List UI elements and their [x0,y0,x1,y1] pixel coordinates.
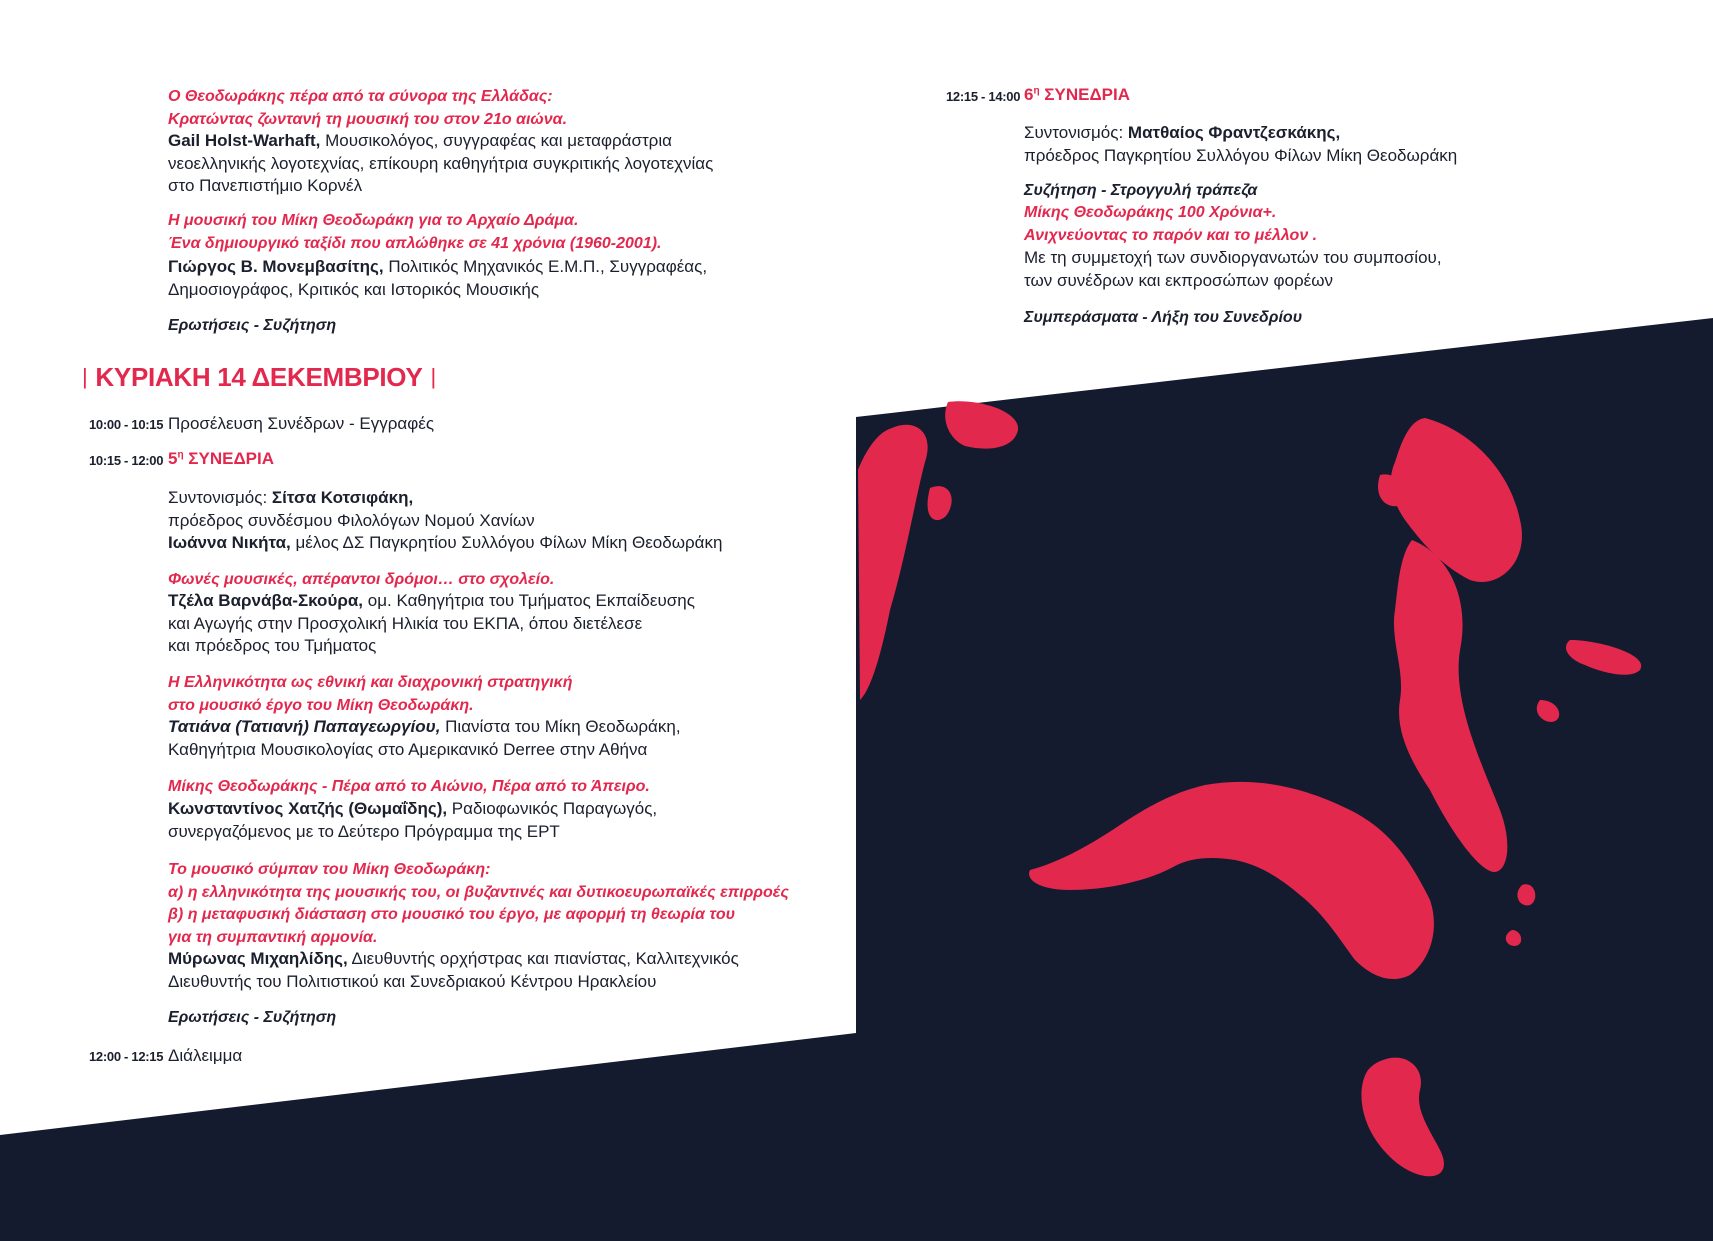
speaker-name: Κωνσταντίνος Χατζής (Θωμαΐδης), [168,799,448,818]
slot-time: 10:00 - 10:15 [89,417,164,432]
day-heading: | ΚΥΡΙΑΚΗ 14 ΔΕΚΕΜΒΡΙΟΥ | [82,362,436,392]
session-5-coordinators: Συντονισμός: Σίτσα Κοτσιφάκη, πρόεδρος συνδέσμου Φιλολόγων Νομού Χανίων Ιωάννα Νικήτα, μέλος ΔΣ Παγκρητίου Συλλόγου Φίλων Μίκη Θεοδωράκη [168,488,723,552]
talk-f-speaker-block: Μύρωνας Μιχαηλίδης, Διευθυντής ορχήστρας και πιανίστας, Καλλιτεχνικός Διευθυντής του Πολιτιστικού και Συνεδριακού Κέντρου Ηρακλείου [168,949,739,991]
speaker-name: Τζέλα Βαρνάβα-Σκούρα, [168,591,364,610]
talk-c-title: Φωνές μουσικές, απέραντοι δρόμοι… στο σχολείο. [168,571,555,588]
roundtable-title: Μίκης Θεοδωράκης 100 Χρόνια+. Ανιχνεύοντας το παρόν και το μέλλον . [1024,204,1318,244]
talk-a-speaker-block: Gail Holst-Warhaft, Μουσικολόγος, συγγραφέας και μεταφράστρια νεοελληνικής λογοτεχνίας, επίκουρη καθηγήτρια συγκριτικής λογοτεχνίας στο Πανεπιστήμιο Κορνέλ [168,131,714,195]
session-6-coordinator: Συντονισμός: Ματθαίος Φραντζεσκάκης, πρόεδρος Παγκρητίου Συλλόγου Φίλων Μίκη Θεοδωράκη [1024,123,1458,165]
talk-b-speaker-block: Γιώργος Β. Μονεμβασίτης, Πολιτικός Μηχανικός Ε.Μ.Π., Συγγραφέας, Δημοσιογράφος, Κριτικός και Ιστορικός Μουσικής [168,257,708,299]
talk-d-title: Η Ελληνικότητα ως εθνική και διαχρονική στρατηγική στο μουσικό έργο του Μίκη Θεοδωράκη. [168,674,573,714]
slot-time: 12:15 - 14:00 [946,89,1021,104]
qa-label-2: Ερωτήσεις - Συζήτηση [168,1009,337,1026]
speaker-name: Τατιάνα (Τατιανή) Παπαγεωργίου, [168,717,441,736]
session-6-heading: $6^\eta$ ΣΥΝΕΔΡΙΑ [1024,85,1131,104]
closing-label: Συμπεράσματα - Λήξη του Συνεδρίου [1024,309,1303,326]
talk-e-title: Μίκης Θεοδωράκης - Πέρα από το Αιώνιο, Πέρα από το Άπειρο. [168,778,650,795]
talk-f-title: Το μουσικό σύμπαν του Μίκη Θεοδωράκη: α) η ελληνικότητα της μουσικής του, οι βυζαντινές και δυτικοευρωπαϊκές επιρροές β) η μεταφυσική διάσταση στο μουσικό του έργο, με αφορμή τη θεωρία του για τη συμπαντική αρμονία. [168,861,789,946]
speaker-name: Μύρωνας Μιχαηλίδης, [168,949,348,968]
navy-band-left [0,1033,856,1241]
talk-b-title: Η μουσική του Μίκη Θεοδωράκη για το Αρχαίο Δράμα. Ένα δημιουργικό ταξίδι που απλώθηκε σε 41 χρόνια (1960-2001). [168,212,662,252]
slot-text: Διάλειμμα [168,1046,243,1065]
talk-e-speaker-block: Κωνσταντίνος Χατζής (Θωμαΐδης), Ραδιοφωνικός Παραγωγός, συνεργαζόμενος με το Δεύτερο Πρόγραμμα της ΕΡΤ [168,799,658,841]
roundtable-description: Με τη συμμετοχή των συνδιοργανωτών του συμποσίου, των συνέδρων και εκπροσώπων φορέων [1024,248,1442,290]
slot-time: 10:15 - 12:00 [89,453,164,468]
speaker-name: Gail Holst-Warhaft, [168,131,321,150]
navy-panel-right [856,318,1713,1241]
talk-d-speaker-block: Τατιάνα (Τατιανή) Παπαγεωργίου, Πιανίστα του Μίκη Θεοδωράκη, Καθηγήτρια Μουσικολογίας στο Αμερικανικό Derree στην Αθήνα [168,717,681,759]
session-5-heading: $5^\eta$ ΣΥΝΕΔΡΙΑ [168,449,275,468]
roundtable-heading: Συζήτηση - Στρογγυλή τράπεζα [1024,182,1258,199]
talk-a-title: Ο Θεοδωράκης πέρα από τα σύνορα της Ελλάδας: Κρατώντας ζωντανή τη μουσική του στον 21ο αιώνα. [168,88,568,128]
talk-c-speaker-block: Τζέλα Βαρνάβα-Σκούρα, ομ. Καθηγήτρια του Τμήματος Εκπαίδευσης και Αγωγής στην Προσχολική Ηλικία του ΕΚΠΑ, όπου διετέλεσε και πρόεδρος του Τμήματος [168,591,695,655]
qa-label-1: Ερωτήσεις - Συζήτηση [168,317,337,334]
slot-text: Προσέλευση Συνέδρων - Εγγραφές [168,414,435,433]
slot-time: 12:00 - 12:15 [89,1049,164,1064]
speaker-name: Γιώργος Β. Μονεμβασίτης, [168,257,384,276]
